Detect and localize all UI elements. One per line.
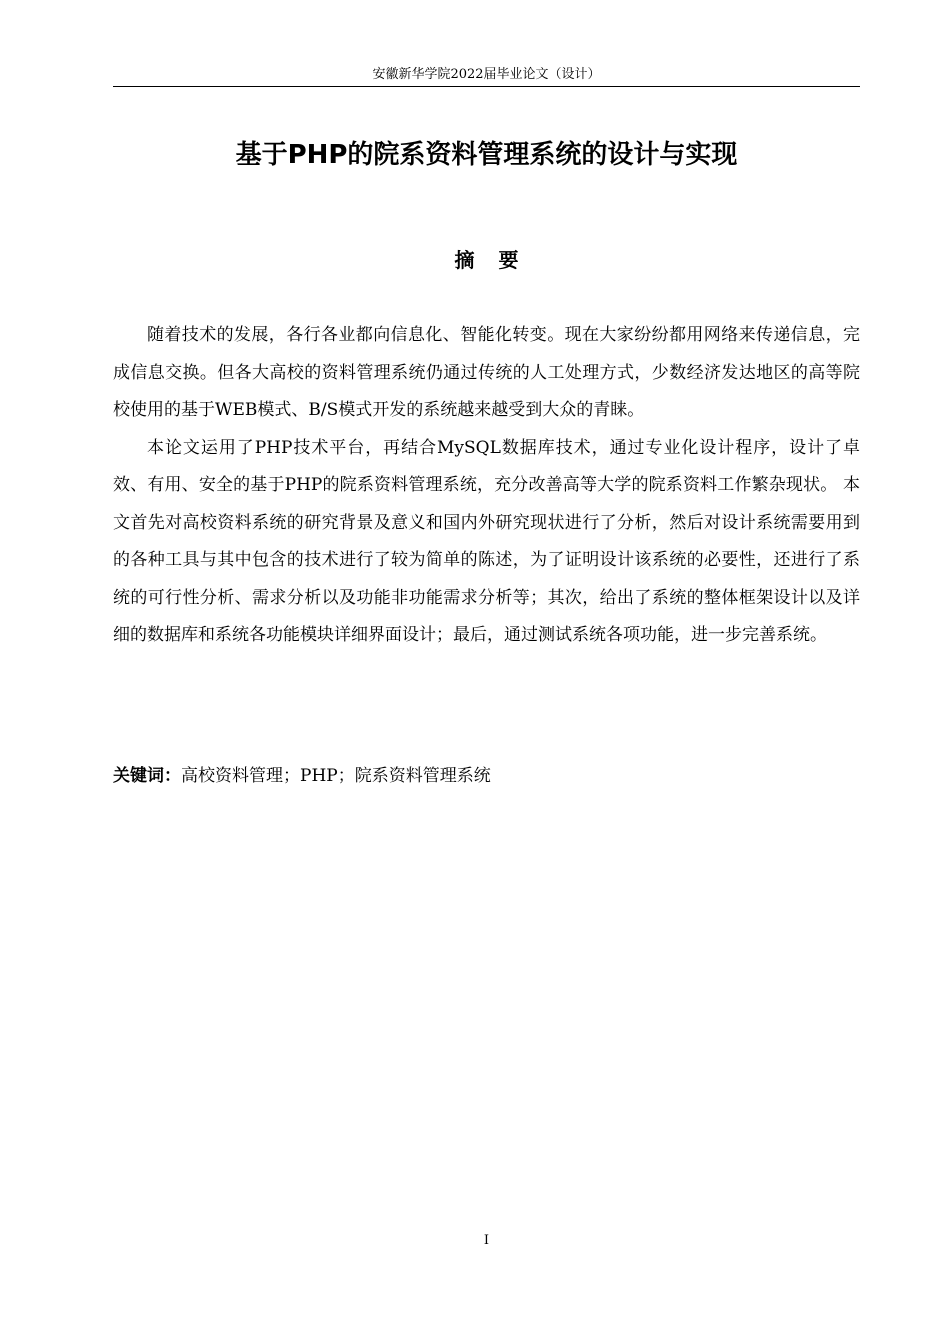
keywords-label: 关键词： [113,766,181,786]
abstract-body [113,317,860,655]
abstract-paragraph-2: 本论文运用了PHP技术平台，再结合MySQL数据库技术，通过专业化设计程序，设计了卓效、有用、安全的基于PHP的院系资料管理系统，充分改善高等大学的院系资料工作繁杂现状。 本文首先对高校资料系统的研究背景及意义和国内外研究现状进行了分析，然后对设计系统需要用到的各种工具与其中包含的技术进行了较为简单的陈述，为了证明设计该系统的必要性，还进行了系统的可行性分析、需求分析以及功能非功能需求分析等；其次，给出了系统的整体框架设计以及详细的数据库和系统各功能模块详细界面设计；最后，通过测试系统各项功能，进一步完善系统。 [113,437,860,645]
running-header: 安徽新华学院2022届毕业论文（设计） [372,67,601,82]
page-number: I [483,1233,490,1248]
header-rule [113,86,860,87]
paper-title: 基于PHP的院系资料管理系统的设计与实现 [235,140,738,170]
abstract-heading: 摘要 [454,248,543,272]
keywords-text: 高校资料管理；PHP；院系资料管理系统 [181,766,491,786]
keywords-line [113,762,860,790]
abstract-paragraph-1: 随着技术的发展，各行各业都向信息化、智能化转变。现在大家纷纷都用网络来传递信息，完成信息交换。但各大高校的资料管理系统仍通过传统的人工处理方式，少数经济发达地区的高等院校使用的基于WEB模式、B/S模式开发的系统越来越受到大众的青睐。 [113,325,860,420]
